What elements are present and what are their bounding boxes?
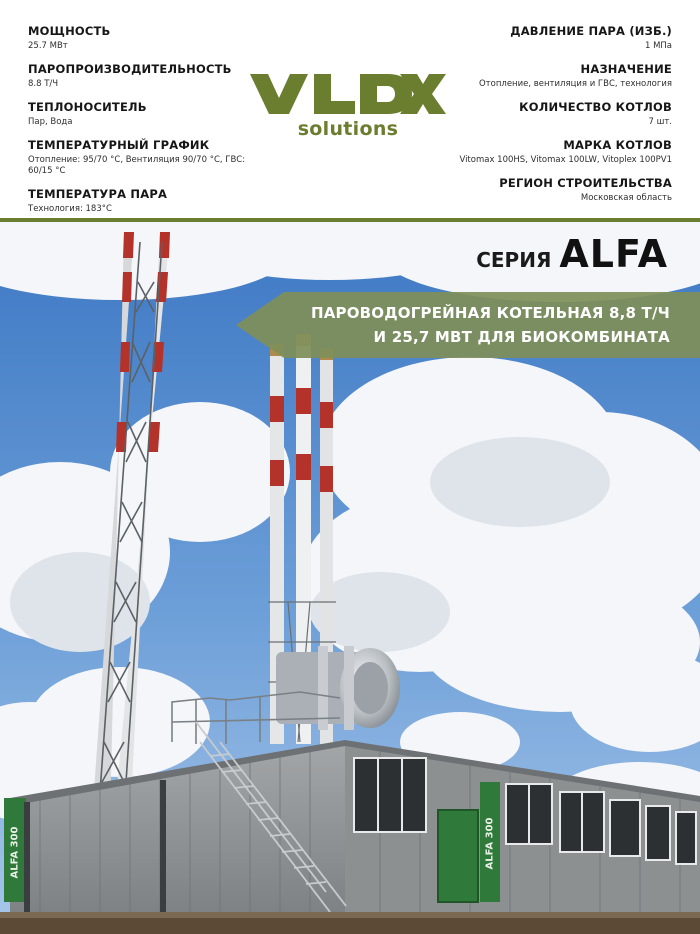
series-name: ALFA	[559, 232, 668, 276]
banner-line-1: ПАРОВОДОГРЕЙНАЯ КОТЕЛЬНАЯ 8,8 Т/Ч	[310, 304, 670, 322]
spec-label: НАЗНАЧЕНИЕ	[580, 62, 672, 76]
spec-value: Vitomax 100HS, Vitomax 100LW, Vitoplex 100PV1	[459, 155, 672, 165]
spec-label: ПАРОПРОИЗВОДИТЕЛЬНОСТЬ	[28, 62, 232, 76]
container-marking-text: ALFA 300	[9, 826, 21, 878]
banner-line-2: И 25,7 МВТ ДЛЯ БИОКОМБИНАТА	[373, 328, 670, 346]
spec-steam-capacity	[28, 62, 258, 90]
spec-label: РЕГИОН СТРОИТЕЛЬСТВА	[499, 176, 672, 190]
spec-label: МАРКА КОТЛОВ	[563, 138, 672, 152]
vldx-logo	[248, 70, 448, 144]
spec-label: ТЕПЛОНОСИТЕЛЬ	[28, 100, 147, 114]
container-marking-right	[480, 788, 500, 898]
spec-label: ДАВЛЕНИЕ ПАРА (ИЗБ.)	[510, 24, 672, 38]
spec-value: 1 МПа	[644, 41, 672, 51]
spec-value: 25.7 МВт	[28, 41, 68, 51]
spec-value: 7 шт.	[648, 117, 672, 127]
spec-steam-pressure	[432, 24, 672, 52]
spec-value: Отопление: 95/70 °С, Вентиляция 90/70 °С, ГВС: 60/15 °С	[28, 155, 246, 176]
spec-steam-temperature	[28, 187, 258, 215]
specs-right	[432, 24, 672, 214]
banner-text	[270, 301, 670, 349]
series-prefix: СЕРИЯ	[476, 248, 552, 272]
spec-power	[28, 24, 258, 52]
logo-subtitle: solutions	[297, 118, 399, 140]
spec-boiler-count	[432, 100, 672, 128]
spec-heat-carrier	[28, 100, 258, 128]
specs-left	[28, 24, 258, 225]
spec-value: Пар, Вода	[28, 117, 73, 127]
spec-label: МОЩНОСТЬ	[28, 24, 111, 38]
spec-region	[432, 176, 672, 204]
spec-value: Отопление, вентиляция и ГВС, технология	[478, 79, 672, 89]
spec-purpose	[432, 62, 672, 90]
spec-value: Технология: 183°С	[28, 204, 112, 214]
container-marking-text: ALFA 300	[484, 817, 496, 869]
spec-label: ТЕМПЕРАТУРА ПАРА	[28, 187, 168, 201]
header	[0, 0, 700, 218]
container-marking-left	[6, 802, 24, 902]
spec-label: КОЛИЧЕСТВО КОТЛОВ	[519, 100, 672, 114]
series-title	[476, 232, 668, 276]
spec-label: ТЕМПЕРАТУРНЫЙ ГРАФИК	[28, 138, 210, 152]
project-banner	[236, 292, 700, 358]
spec-value: Московская область	[580, 193, 672, 203]
spec-temperature-schedule	[28, 138, 258, 177]
spec-boiler-brand	[432, 138, 672, 166]
spec-value: 8.8 Т/Ч	[28, 79, 59, 89]
vldx-logo-mark	[248, 70, 448, 118]
